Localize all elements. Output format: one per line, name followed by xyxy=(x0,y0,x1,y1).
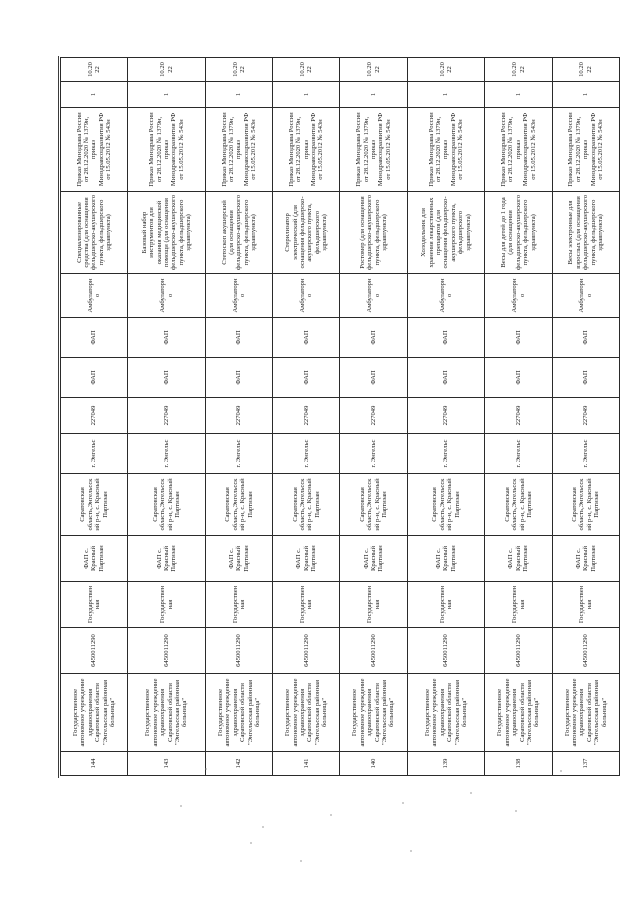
legal-basis-cell: Приказ Минздрава России от 28.12.2020 № 1379н, приказ Минздравсоцразвития РФ от 15.05.2012 № 543н xyxy=(61,108,128,192)
row-number-cell: 137 xyxy=(552,752,619,776)
organization-cell: Государственное автономное учреждение здравоохранения Саратовской области "Энгельсская районная больница" xyxy=(407,674,485,752)
facility-name-cell: ФАП с. Красный Партизан xyxy=(205,536,272,582)
delivery-date-cell: 10.2022 xyxy=(205,58,272,82)
code-cell: 227049 xyxy=(407,398,485,434)
table-row xyxy=(61,58,128,776)
facility-name-cell: ФАП с. Красный Партизан xyxy=(485,536,552,582)
facility-name-cell: ФАП с. Красный Партизан xyxy=(340,536,407,582)
row-number-cell: 138 xyxy=(485,752,552,776)
quantity-cell: 1 xyxy=(485,82,552,108)
delivery-date-cell: 10.2022 xyxy=(340,58,407,82)
facility-name-cell: ФАП с. Красный Партизан xyxy=(128,536,206,582)
quantity-cell: 1 xyxy=(552,82,619,108)
scan-speck xyxy=(180,805,182,807)
ownership-form-cell: Государственная xyxy=(552,582,619,628)
unit-type-cell: ФАП xyxy=(128,318,206,358)
inn-cell: 6450011290 xyxy=(407,628,485,674)
inn-cell: 6450011290 xyxy=(61,628,128,674)
care-condition-cell: Амбулаторно xyxy=(61,274,128,318)
scan-speck xyxy=(300,860,302,862)
row-number-cell: 143 xyxy=(128,752,206,776)
quantity-cell: 1 xyxy=(128,82,206,108)
legal-basis-cell: Приказ Минздрава России от 28.12.2020 № 1379н, приказ Минздравсоцразвития РФ от 15.05.2012 № 543н xyxy=(485,108,552,192)
legal-basis-cell: Приказ Минздрава России от 28.12.2020 № 1379н, приказ Минздравсоцразвития РФ от 15.05.2012 № 543н xyxy=(128,108,206,192)
address-cell: Саратовская область,Энгельсский р-н, с. Красный Партизан xyxy=(205,474,272,536)
unit-type-cell: ФАП xyxy=(407,318,485,358)
address-cell: Саратовская область,Энгельсский р-н, с. Красный Партизан xyxy=(61,474,128,536)
table-row xyxy=(273,58,340,776)
settlement-cell: г. Энгельс xyxy=(205,434,272,474)
code-cell: 227049 xyxy=(552,398,619,434)
facility-name-cell: ФАП с. Красный Партизан xyxy=(407,536,485,582)
ownership-form-cell: Государственная xyxy=(485,582,552,628)
facility-name-cell: ФАП с. Красный Партизан xyxy=(61,536,128,582)
facility-type-cell: ФАП xyxy=(340,358,407,398)
ownership-form-cell: Государственная xyxy=(407,582,485,628)
ownership-form-cell: Государственная xyxy=(340,582,407,628)
scan-speck xyxy=(410,850,412,852)
code-cell: 227049 xyxy=(205,398,272,434)
row-number-cell: 141 xyxy=(273,752,340,776)
address-cell: Саратовская область,Энгельсский р-н, с. Красный Партизан xyxy=(552,474,619,536)
delivery-date-cell: 10.2022 xyxy=(485,58,552,82)
equipment-cell: Стетоскоп акушерский (для оснащения фельдшерско-акушерского пункта, фельдшерского здравпункта) xyxy=(205,192,272,274)
scan-speck xyxy=(330,814,332,816)
care-condition-cell: Амбулаторно xyxy=(340,274,407,318)
scan-speck xyxy=(262,826,264,828)
table-row xyxy=(340,58,407,776)
care-condition-cell: Амбулаторно xyxy=(128,274,206,318)
ownership-form-cell: Государственная xyxy=(128,582,206,628)
row-number-cell: 139 xyxy=(407,752,485,776)
ownership-form-cell: Государственная xyxy=(273,582,340,628)
table-row xyxy=(205,58,272,776)
equipment-table xyxy=(60,57,620,776)
address-cell: Саратовская область,Энгельсский р-н, с. Красный Партизан xyxy=(128,474,206,536)
delivery-date-cell: 10.2022 xyxy=(128,58,206,82)
delivery-date-cell: 10.2022 xyxy=(552,58,619,82)
ownership-form-cell: Государственная xyxy=(61,582,128,628)
legal-basis-cell: Приказ Минздрава России от 28.12.2020 № 1379н, приказ Минздравсоцразвития РФ от 15.05.2012 № 543н xyxy=(407,108,485,192)
facility-type-cell: ФАП xyxy=(273,358,340,398)
inn-cell: 6450011290 xyxy=(128,628,206,674)
settlement-cell: г. Энгельс xyxy=(407,434,485,474)
scan-speck xyxy=(470,792,472,794)
care-condition-cell: Амбулаторно xyxy=(552,274,619,318)
settlement-cell: г. Энгельс xyxy=(340,434,407,474)
row-number-cell: 144 xyxy=(61,752,128,776)
facility-name-cell: ФАП с. Красный Партизан xyxy=(273,536,340,582)
scan-speck xyxy=(515,810,517,812)
table-row xyxy=(407,58,485,776)
inn-cell: 6450011290 xyxy=(205,628,272,674)
legal-basis-cell: Приказ Минздрава России от 28.12.2020 № 1379н, приказ Минздравсоцразвития РФ от 15.05.2012 № 543н xyxy=(205,108,272,192)
organization-cell: Государственное автономное учреждение здравоохранения Саратовской области "Энгельсская районная больница" xyxy=(128,674,206,752)
row-number-cell: 140 xyxy=(340,752,407,776)
settlement-cell: г. Энгельс xyxy=(485,434,552,474)
unit-type-cell: ФАП xyxy=(485,318,552,358)
legal-basis-cell: Приказ Минздрава России от 28.12.2020 № 1379н, приказ Минздравсоцразвития РФ от 15.05.2012 № 543н xyxy=(273,108,340,192)
organization-cell: Государственное автономное учреждение здравоохранения Саратовской области "Энгельсская районная больница" xyxy=(485,674,552,752)
row-number-cell: 142 xyxy=(205,752,272,776)
unit-type-cell: ФАП xyxy=(205,318,272,358)
table-row xyxy=(552,58,619,776)
unit-type-cell: ФАП xyxy=(61,318,128,358)
table-row xyxy=(485,58,552,776)
facility-type-cell: ФАП xyxy=(407,358,485,398)
organization-cell: Государственное автономное учреждение здравоохранения Саратовской области "Энгельсская районная больница" xyxy=(340,674,407,752)
address-cell: Саратовская область,Энгельсский р-н, с. Красный Партизан xyxy=(273,474,340,536)
equipment-cell: Стерилизатор электрический (для оснащения фельдшерско-акушерского пункта, фельдшерского здравпункта) xyxy=(273,192,340,274)
inn-cell: 6450011290 xyxy=(273,628,340,674)
equipment-cell: Ростомер (для оснащения фельдшерско-акушерского пункта, фельдшерского здравпункта) xyxy=(340,192,407,274)
facility-type-cell: ФАП xyxy=(485,358,552,398)
quantity-cell: 1 xyxy=(61,82,128,108)
quantity-cell: 1 xyxy=(205,82,272,108)
delivery-date-cell: 10.2022 xyxy=(407,58,485,82)
settlement-cell: г. Энгельс xyxy=(128,434,206,474)
facility-type-cell: ФАП xyxy=(61,358,128,398)
table-body xyxy=(61,58,620,776)
organization-cell: Государственное автономное учреждение здравоохранения Саратовской области "Энгельсская районная больница" xyxy=(61,674,128,752)
facility-type-cell: ФАП xyxy=(205,358,272,398)
code-cell: 227049 xyxy=(273,398,340,434)
settlement-cell: г. Энгельс xyxy=(552,434,619,474)
care-condition-cell: Амбулаторно xyxy=(205,274,272,318)
scan-speck xyxy=(205,768,207,770)
quantity-cell: 1 xyxy=(340,82,407,108)
equipment-cell: Специализированные средства (для оснащения фельдшерско-акушерского пункта, фельдшерского здравпункта) xyxy=(61,192,128,274)
code-cell: 227049 xyxy=(485,398,552,434)
quantity-cell: 1 xyxy=(273,82,340,108)
equipment-cell: Весы для детей до 1 года (для оснащения фельдшерско-акушерского пункта, фельдшерского здравпункта) xyxy=(485,192,552,274)
organization-cell: Государственное автономное учреждение здравоохранения Саратовской области "Энгельсская районная больница" xyxy=(205,674,272,752)
settlement-cell: г. Энгельс xyxy=(61,434,128,474)
equipment-cell: Холодильник для хранения лекарственных препаратов (для оснащения фельдшерско-акушерского пункта, фельдшерского здравпункта) xyxy=(407,192,485,274)
inn-cell: 6450011290 xyxy=(485,628,552,674)
care-condition-cell: Амбулаторно xyxy=(273,274,340,318)
scan-speck xyxy=(402,802,404,804)
ownership-form-cell: Государственная xyxy=(205,582,272,628)
address-cell: Саратовская область,Энгельсский р-н, с. Красный Партизан xyxy=(485,474,552,536)
facility-type-cell: ФАП xyxy=(128,358,206,398)
unit-type-cell: ФАП xyxy=(552,318,619,358)
unit-type-cell: ФАП xyxy=(340,318,407,358)
address-cell: Саратовская область,Энгельсский р-н, с. Красный Партизан xyxy=(407,474,485,536)
scan-speck xyxy=(560,770,562,772)
care-condition-cell: Амбулаторно xyxy=(485,274,552,318)
settlement-cell: г. Энгельс xyxy=(273,434,340,474)
rotated-table-wrapper xyxy=(60,58,620,776)
delivery-date-cell: 10.2022 xyxy=(273,58,340,82)
inn-cell: 6450011290 xyxy=(552,628,619,674)
legal-basis-cell: Приказ Минздрава России от 28.12.2020 № 1379н, приказ Минздравсоцразвития РФ от 15.05.2012 № 543н xyxy=(340,108,407,192)
unit-type-cell: ФАП xyxy=(273,318,340,358)
care-condition-cell: Амбулаторно xyxy=(407,274,485,318)
organization-cell: Государственное автономное учреждение здравоохранения Саратовской области "Энгельсская районная больница" xyxy=(552,674,619,752)
code-cell: 227049 xyxy=(128,398,206,434)
delivery-date-cell: 10.2022 xyxy=(61,58,128,82)
scan-border-line xyxy=(58,56,59,778)
equipment-cell: Базовый набор инструментов для оказания медицинской помощи (для оснащения фельдшерско-акушерского пункта, фельдшерского здравпункта) xyxy=(128,192,206,274)
inn-cell: 6450011290 xyxy=(340,628,407,674)
facility-type-cell: ФАП xyxy=(552,358,619,398)
equipment-cell: Весы электронные для взрослых (для оснащения фельдшерско-акушерского пункта, фельдшерского здравпункта) xyxy=(552,192,619,274)
code-cell: 227049 xyxy=(340,398,407,434)
address-cell: Саратовская область,Энгельсский р-н, с. Красный Партизан xyxy=(340,474,407,536)
facility-name-cell: ФАП с. Красный Партизан xyxy=(552,536,619,582)
table-row xyxy=(128,58,206,776)
legal-basis-cell: Приказ Минздрава России от 28.12.2020 № 1379н, приказ Минздравсоцразвития РФ от 15.05.2012 № 543н xyxy=(552,108,619,192)
quantity-cell: 1 xyxy=(407,82,485,108)
code-cell: 227049 xyxy=(61,398,128,434)
organization-cell: Государственное автономное учреждение здравоохранения Саратовской области "Энгельсская районная больница" xyxy=(273,674,340,752)
scan-speck xyxy=(250,842,252,844)
